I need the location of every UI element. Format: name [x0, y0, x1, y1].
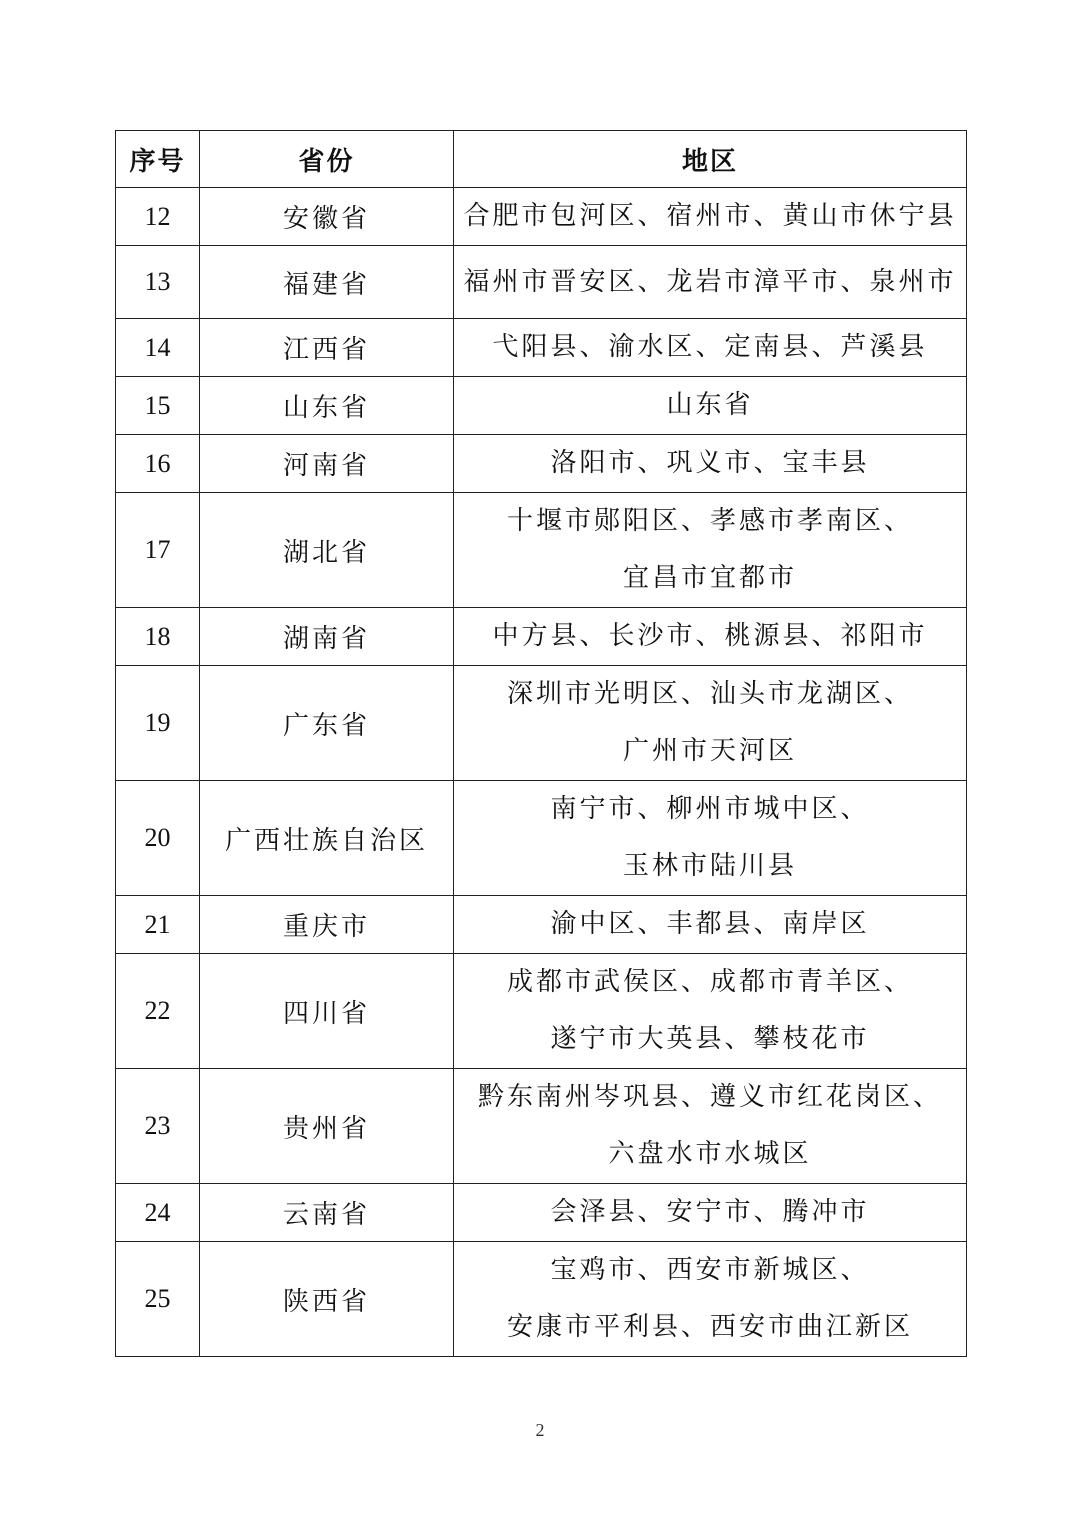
area-cell: [454, 435, 967, 493]
table-row: [116, 896, 967, 954]
area-cell: [454, 954, 967, 1069]
area-line: 洛阳市、巩义市、宝丰县: [550, 448, 870, 478]
serial-number-cell: 13: [116, 246, 200, 319]
province-cell: 湖北省: [200, 493, 454, 608]
serial-number-cell: 16: [116, 435, 200, 493]
table-row: [116, 246, 967, 319]
area-cell: [454, 377, 967, 435]
table-row: [116, 493, 967, 608]
table-row: [116, 954, 967, 1069]
serial-number-cell: 21: [116, 896, 200, 954]
province-cell: 云南省: [200, 1184, 454, 1242]
page-number: 2: [535, 1420, 545, 1440]
serial-number-cell: 22: [116, 954, 200, 1069]
table-header-row: [116, 131, 967, 188]
area-line: 遂宁市大英县、攀枝花市: [550, 1024, 870, 1054]
serial-number-cell: 18: [116, 608, 200, 666]
area-line: 南宁市、柳州市城中区、: [550, 794, 870, 824]
area-line: 山东省: [666, 390, 754, 420]
serial-number-cell: 17: [116, 493, 200, 608]
area-cell: [454, 781, 967, 896]
province-cell: 福建省: [200, 246, 454, 319]
serial-number-cell: 25: [116, 1242, 200, 1357]
area-line: 玉林市陆川县: [622, 851, 797, 881]
area-cell: [454, 319, 967, 377]
serial-number-cell: 19: [116, 666, 200, 781]
header-serial-number: 序号: [116, 131, 200, 188]
area-cell: [454, 608, 967, 666]
area-line: 福州市晋安区、龙岩市漳平市、泉州市: [463, 266, 957, 297]
area-line: 六盘水市水城区: [608, 1139, 812, 1169]
serial-number-cell: 24: [116, 1184, 200, 1242]
province-cell: 广西壮族自治区: [200, 781, 454, 896]
area-line: 中方县、长沙市、桃源县、祁阳市: [492, 621, 928, 651]
area-line: 会泽县、安宁市、腾冲市: [550, 1197, 870, 1227]
table-row: [116, 1242, 967, 1357]
area-cell: [454, 1069, 967, 1184]
area-cell: [454, 896, 967, 954]
province-cell: 广东省: [200, 666, 454, 781]
header-province: 省份: [200, 131, 454, 188]
area-line: 合肥市包河区、宿州市、黄山市休宁县: [463, 201, 957, 231]
area-line: 安康市平利县、西安市曲江新区: [506, 1312, 913, 1342]
area-cell: [454, 666, 967, 781]
table-row: [116, 1184, 967, 1242]
area-cell: [454, 1184, 967, 1242]
province-cell: 重庆市: [200, 896, 454, 954]
province-cell: 江西省: [200, 319, 454, 377]
table-row: [116, 1069, 967, 1184]
area-line: 成都市武侯区、成都市青羊区、: [506, 967, 913, 997]
province-cell: 河南省: [200, 435, 454, 493]
area-cell: [454, 246, 967, 319]
area-cell: [454, 1242, 967, 1357]
province-cell: 山东省: [200, 377, 454, 435]
table-row: [116, 781, 967, 896]
serial-number-cell: 23: [116, 1069, 200, 1184]
header-area: 地区: [454, 131, 967, 188]
table-body: [116, 188, 967, 1357]
area-line: 十堰市郧阳区、孝感市孝南区、: [506, 506, 913, 536]
serial-number-cell: 12: [116, 188, 200, 246]
table-row: [116, 608, 967, 666]
table-row: [116, 188, 967, 246]
table-row: [116, 435, 967, 493]
area-line: 弋阳县、渝水区、定南县、芦溪县: [492, 332, 928, 362]
table-row: [116, 377, 967, 435]
area-line: 深圳市光明区、汕头市龙湖区、: [506, 679, 913, 709]
serial-number-cell: 14: [116, 319, 200, 377]
province-cell: 湖南省: [200, 608, 454, 666]
province-cell: 贵州省: [200, 1069, 454, 1184]
province-cell: 安徽省: [200, 188, 454, 246]
area-cell: [454, 188, 967, 246]
serial-number-cell: 15: [116, 377, 200, 435]
area-cell: [454, 493, 967, 608]
area-line: 广州市天河区: [622, 736, 797, 766]
area-line: 宝鸡市、西安市新城区、: [550, 1255, 870, 1285]
serial-number-cell: 20: [116, 781, 200, 896]
area-line: 宜昌市宜都市: [622, 563, 797, 593]
region-table: [115, 130, 967, 1357]
table-row: [116, 319, 967, 377]
province-cell: 四川省: [200, 954, 454, 1069]
area-line: 渝中区、丰都县、南岸区: [550, 909, 870, 939]
province-cell: 陕西省: [200, 1242, 454, 1357]
area-line: 黔东南州岑巩县、遵义市红花岗区、: [477, 1082, 942, 1112]
table-row: [116, 666, 967, 781]
